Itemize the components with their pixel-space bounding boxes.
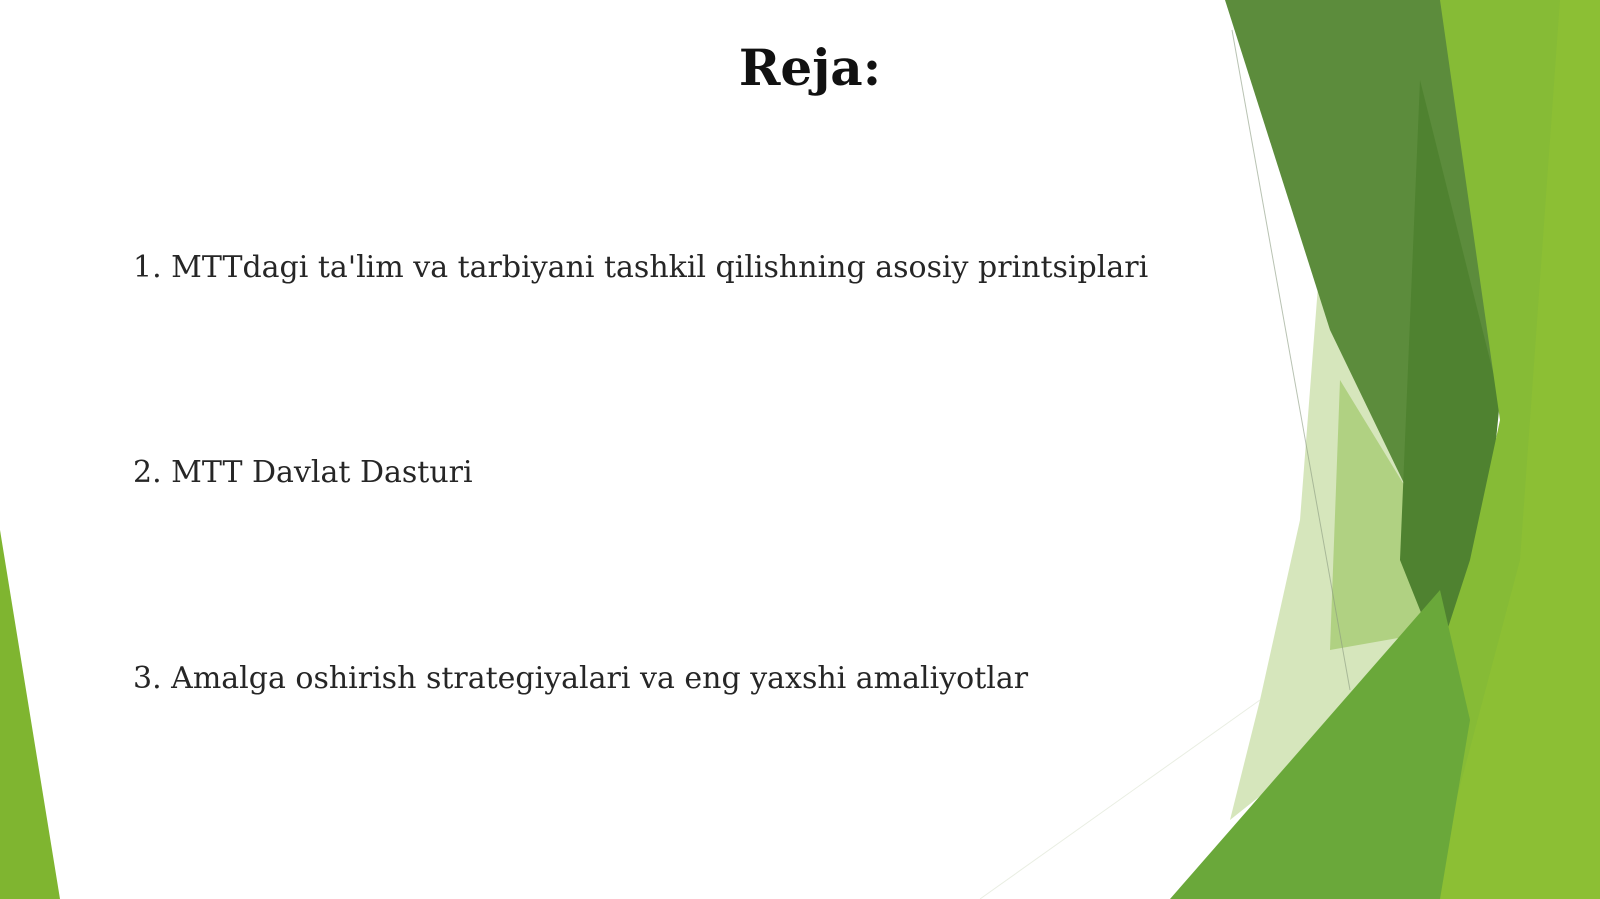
- slide-title: Reja:: [738, 38, 882, 97]
- left-green-facet: [0, 530, 60, 899]
- agenda-item-1: 1. MTTdagi ta'lim va tarbiyani tashkil qilishning asosiy printsiplari: [133, 250, 1149, 285]
- agenda-item-3: 3. Amalga oshirish strategiyalari va eng yaxshi amaliyotlar: [133, 661, 1029, 696]
- agenda-item-2: 2. MTT Davlat Dasturi: [133, 455, 473, 490]
